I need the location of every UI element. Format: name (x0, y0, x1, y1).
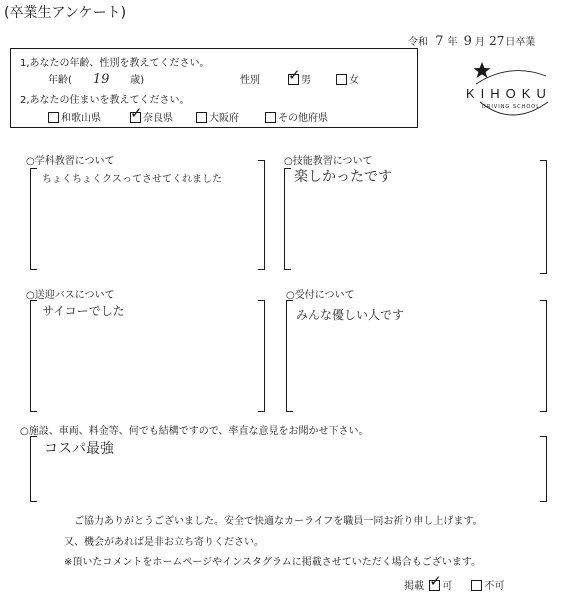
reception-label: ○受付について (286, 290, 355, 301)
graduation-date (408, 33, 535, 49)
prefecture-nara[interactable] (130, 109, 173, 124)
academic-label: ○学科教習について (26, 156, 115, 167)
skill-bracket-right (540, 160, 547, 274)
female-checkbox[interactable] (336, 74, 347, 85)
q2-label: 2,あなたの住まいを教えてください。 (20, 95, 190, 106)
male-checkbox[interactable] (288, 74, 299, 85)
date-day: 27 (489, 34, 505, 48)
other-checkbox[interactable] (265, 112, 276, 123)
gender-male-option[interactable] (288, 71, 311, 86)
age-value[interactable]: 19 (92, 72, 110, 87)
date-year: 7 (435, 34, 444, 49)
logo-name: KIHOKU (466, 86, 552, 101)
academic-bracket-left (30, 168, 37, 270)
other-label: その他府県 (278, 113, 328, 124)
gender-label: 性別 (240, 75, 260, 86)
bus-label: ○送迎バスについて (26, 290, 115, 301)
prefecture-wakayama[interactable] (48, 109, 101, 124)
wakayama-checkbox[interactable] (48, 112, 59, 123)
closing-line-2: 又、機会があれば是非お立ち寄りください。 (64, 537, 264, 548)
date-day-unit: 日卒業 (505, 37, 536, 48)
date-month: 9 (463, 34, 472, 49)
skill-bracket-left (284, 168, 291, 270)
nara-checkbox[interactable] (130, 112, 141, 123)
publish-row (404, 577, 504, 592)
facility-bracket-right (540, 436, 547, 502)
academic-answer[interactable]: ちょくちょくクスってさせてくれました (42, 174, 222, 185)
reception-answer[interactable]: みんな優しい人です (296, 308, 405, 322)
q1-label: 1,あなたの年齢、性別を教えてください。 (20, 58, 210, 69)
facility-answer[interactable]: コスパ最強 (44, 441, 114, 457)
publish-allow-option[interactable] (429, 581, 452, 592)
kihoku-logo (462, 58, 560, 124)
skill-answer[interactable]: 楽しかったです (294, 169, 392, 185)
publish-allow-checkbox[interactable] (429, 580, 440, 591)
date-month-unit: 月 (474, 37, 485, 48)
reception-bracket-left (286, 300, 293, 412)
bus-bracket-left (30, 300, 37, 412)
page-title: (卒業生アンケート) (4, 5, 127, 21)
reception-bracket-right (540, 300, 547, 412)
academic-bracket-right (258, 160, 265, 270)
publish-label: 掲載 (404, 581, 424, 592)
closing-line-3: ※頂いたコメントをホームページやインスタグラムに掲載させていただく場合もございます。 (64, 557, 481, 568)
bus-answer[interactable]: サイコーでした (42, 304, 125, 318)
prefecture-osaka[interactable] (196, 109, 239, 124)
age-label: 年齢( (48, 75, 72, 86)
nara-label: 奈良県 (143, 113, 173, 124)
publish-deny-option[interactable] (471, 581, 504, 592)
publish-allow-label: 可 (442, 581, 453, 592)
facility-bracket-left (30, 436, 37, 502)
publish-deny-checkbox[interactable] (471, 580, 482, 591)
age-row (48, 71, 144, 87)
female-label: 女 (349, 75, 359, 86)
wakayama-label: 和歌山県 (61, 113, 101, 124)
date-era: 令和 (408, 37, 428, 48)
osaka-checkbox[interactable] (196, 112, 207, 123)
logo-subtitle: DRIVING SCHOOL (482, 104, 540, 110)
male-label: 男 (301, 75, 311, 86)
gender-female-option[interactable] (336, 71, 359, 86)
facility-label: ○施設、車両、料金等、何でも結構ですので、率直な意見をお聞かせ下さい。 (20, 426, 369, 437)
closing-line-1: ご協力ありがとうございました。安全で快適なカーライフを職員一同お祈り申し上げます。 (74, 516, 483, 527)
skill-label: ○技能教習について (284, 156, 373, 167)
publish-deny-label: 不可 (484, 581, 505, 592)
bus-bracket-right (258, 300, 265, 412)
osaka-label: 大阪府 (209, 113, 239, 124)
date-year-unit: 年 (447, 37, 458, 48)
prefecture-other[interactable] (265, 109, 328, 124)
age-unit: 歳) (130, 75, 145, 86)
